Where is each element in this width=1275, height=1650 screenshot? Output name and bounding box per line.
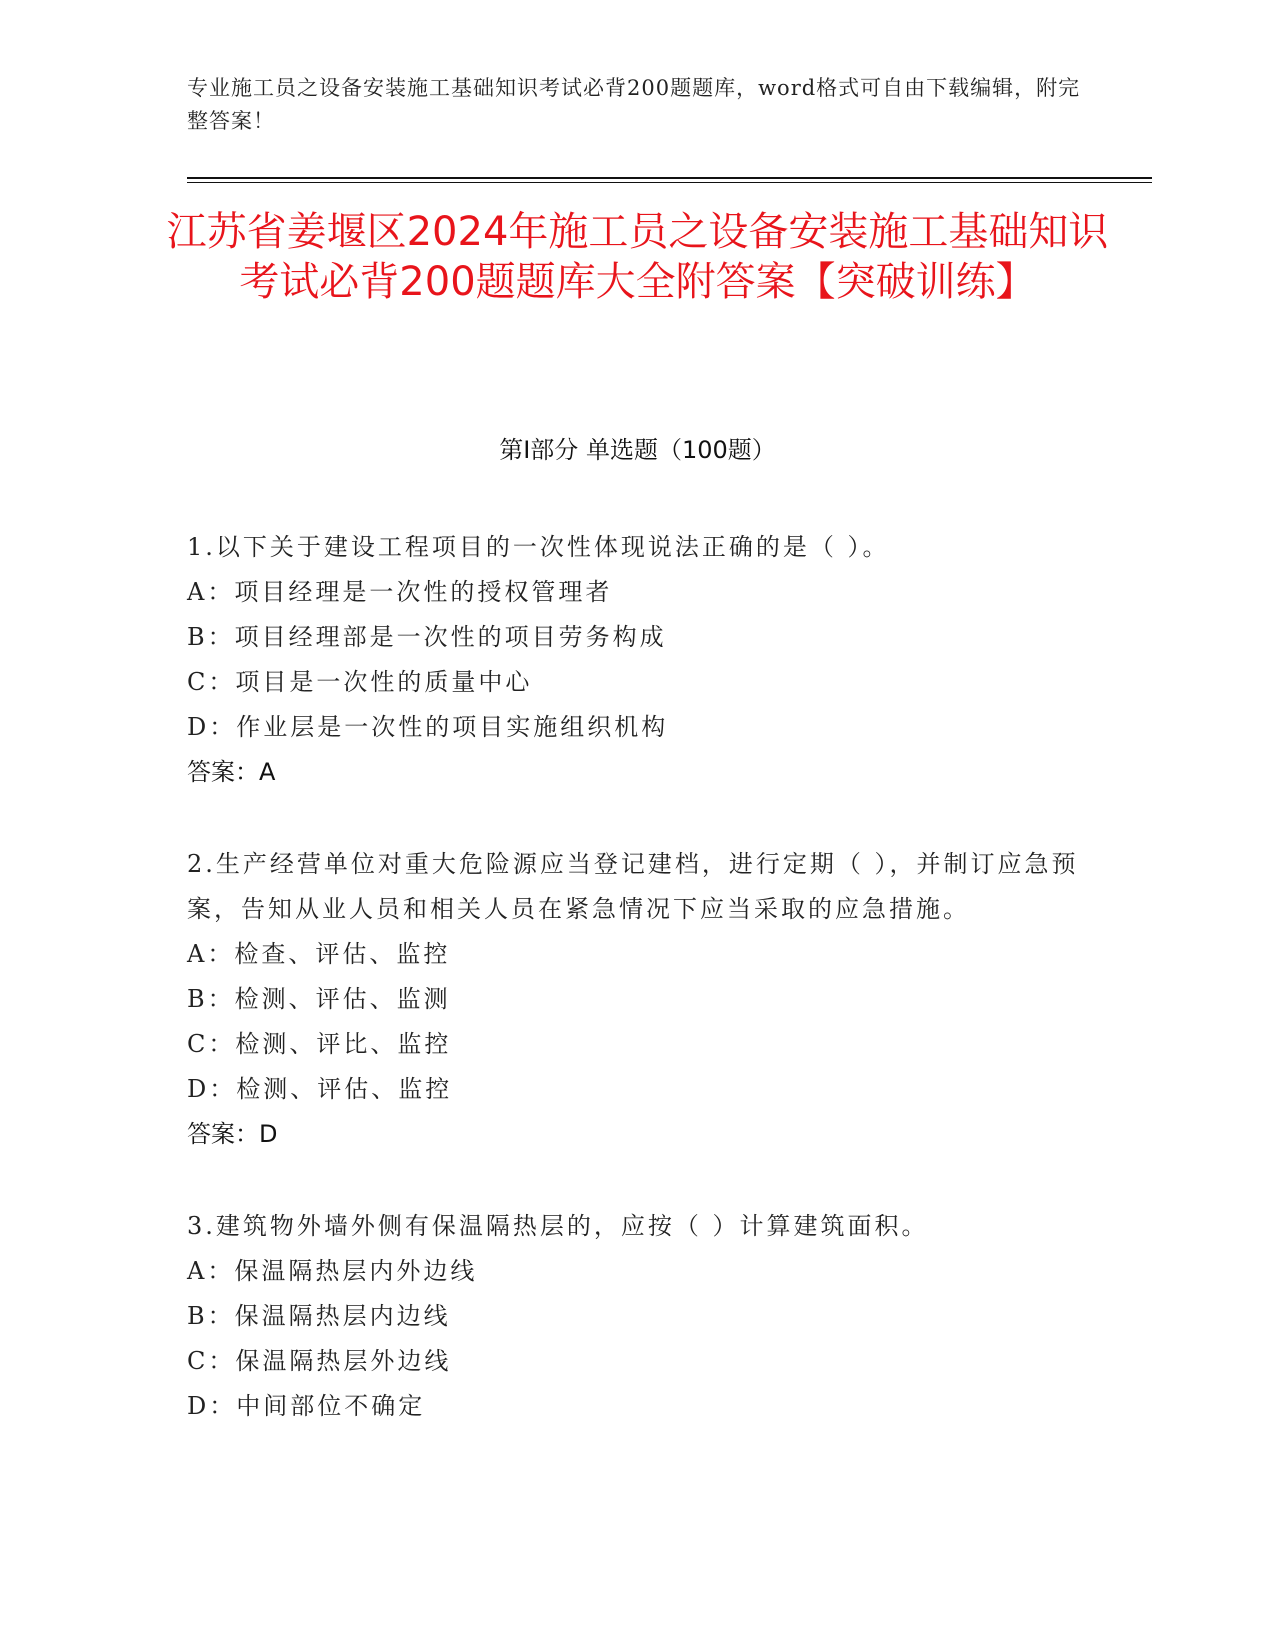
option-b: B：保温隔热层内边线 xyxy=(187,1302,451,1330)
option-d: D：检测、评估、监控 xyxy=(187,1075,453,1103)
question-1 xyxy=(187,525,1087,795)
section-heading: 第I部分 单选题（100题） xyxy=(499,436,776,464)
question-stem: 1.以下关于建设工程项目的一次性体现说法正确的是（ ）。 xyxy=(187,533,890,561)
question-3 xyxy=(187,1204,1087,1429)
question-stem: 3.建筑物外墙外侧有保温隔热层的，应按（ ）计算建筑面积。 xyxy=(187,1212,929,1240)
question-2 xyxy=(187,842,1087,1157)
option-c: C：检测、评比、监控 xyxy=(187,1030,452,1058)
answer: 答案：D xyxy=(187,1120,278,1148)
answer: 答案：A xyxy=(187,758,276,786)
document-title: 江苏省姜堰区2024年施工员之设备安装施工基础知识考试必背200题题库大全附答案【突破训练】 xyxy=(166,209,1109,305)
question-stem: 2.生产经营单位对重大危险源应当登记建档，进行定期（ ），并制订应急预案，告知从业人员和相关人员在紧急情况下应当采取的应急措施。 xyxy=(187,850,1079,923)
option-a: A：项目经理是一次性的授权管理者 xyxy=(187,578,613,606)
option-b: B：检测、评估、监测 xyxy=(187,985,451,1013)
header-note: 专业施工员之设备安装施工基础知识考试必背200题题库，word格式可自由下载编辑，附完整答案！ xyxy=(187,76,1081,133)
option-a: A：保温隔热层内外边线 xyxy=(187,1257,478,1285)
option-c: C：保温隔热层外边线 xyxy=(187,1347,452,1375)
option-d: D：中间部位不确定 xyxy=(187,1392,426,1420)
question-list xyxy=(187,525,1087,1476)
header-divider-thin xyxy=(187,182,1152,183)
option-a: A：检查、评估、监控 xyxy=(187,940,451,968)
option-d: D：作业层是一次性的项目实施组织机构 xyxy=(187,713,669,741)
header-divider-thick xyxy=(187,177,1152,179)
option-b: B：项目经理部是一次性的项目劳务构成 xyxy=(187,623,667,651)
option-c: C：项目是一次性的质量中心 xyxy=(187,668,533,696)
